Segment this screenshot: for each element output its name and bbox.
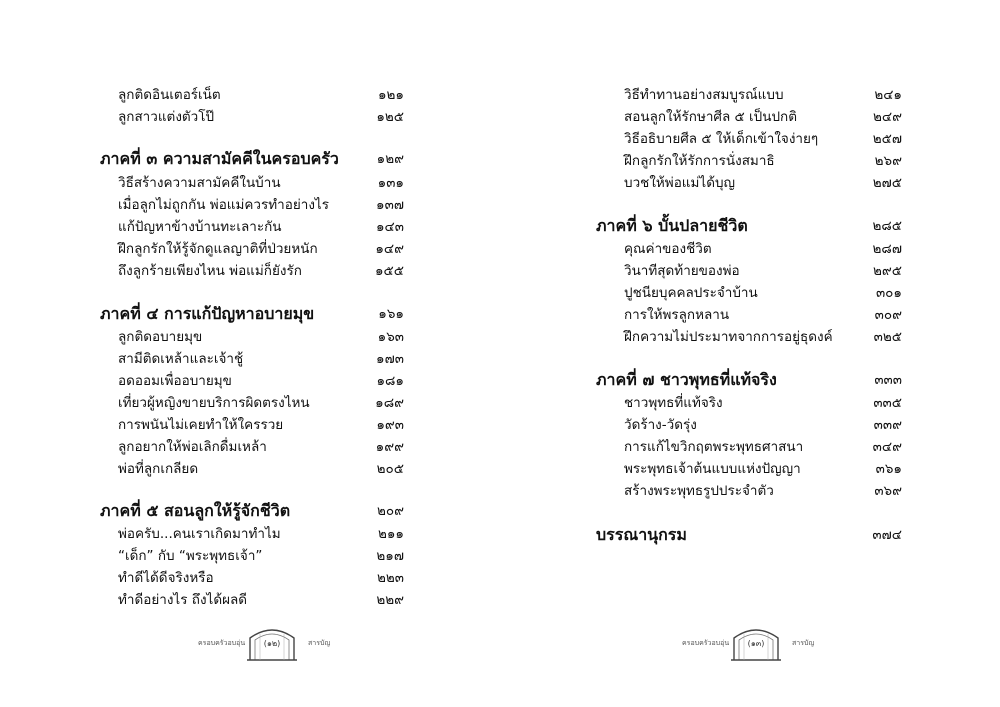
toc-page-number: ๓๐๙ — [874, 307, 902, 323]
toc-title: การพนันไม่เคยทำให้ใครรวย — [118, 417, 284, 433]
toc-entry[interactable] — [118, 414, 404, 436]
toc-page-number: ๑๘๙ — [375, 395, 404, 411]
toc-entry[interactable] — [624, 84, 902, 106]
toc-entry[interactable] — [118, 238, 404, 260]
toc-entry[interactable] — [624, 172, 902, 194]
toc-title: ฝึกความไม่ประมาทจากการอยู่ธุดงค์ — [624, 329, 833, 345]
toc-entry[interactable] — [624, 282, 902, 304]
toc-entry[interactable] — [118, 567, 404, 589]
toc-section-title: ภาคที่ ๓ ความสามัคคีในครอบครัว — [100, 149, 339, 168]
toc-title: ฝึกลูกรักให้รักการนั่งสมาธิ — [624, 153, 775, 169]
toc-title: สอนลูกให้รักษาศีล ๕ เป็นปกติ — [624, 109, 797, 125]
toc-page-number: ๑๖๓ — [377, 329, 404, 345]
toc-page-number: ๒๑๗ — [376, 548, 404, 564]
toc-page-number: ๑๒๑ — [377, 87, 404, 103]
toc-entry[interactable] — [624, 414, 902, 436]
toc-title: การให้พรลูกหลาน — [624, 307, 730, 323]
toc-page-number: ๓๖๙ — [874, 483, 902, 499]
toc-page-number: ๒๙๕ — [872, 263, 902, 279]
toc-page-number: ๓๓๓ — [874, 372, 902, 388]
toc-page-number: ๑๘๑ — [376, 373, 404, 389]
toc-page-number: ๒๘๕ — [872, 218, 902, 234]
toc-title: ทำดีอย่างไร ถึงได้ผลดี — [118, 592, 248, 608]
toc-entry[interactable] — [118, 523, 404, 545]
toc-page-number: ๑๔๙ — [375, 241, 404, 257]
toc-section-title: บรรณานุกรม — [596, 525, 687, 544]
toc-page-number: ๑๕๕ — [374, 263, 404, 279]
footer-page-number: (๑๒) — [263, 639, 281, 648]
toc-title: สามีติดเหล้าและเจ้าชู้ — [118, 351, 244, 367]
toc-section-heading[interactable] — [100, 148, 404, 170]
toc-entry[interactable] — [118, 326, 404, 348]
toc-page-number: ๒๕๗ — [872, 131, 902, 147]
toc-entry[interactable] — [118, 458, 404, 480]
toc-page-number: ๑๒๙ — [376, 151, 404, 167]
footer-book-title: ครอบครัวอบอุ่น — [198, 639, 246, 647]
toc-page-number: ๒๖๙ — [874, 153, 902, 169]
right-page — [500, 0, 1000, 707]
toc-title: พ่อที่ลูกเกลียด — [118, 461, 199, 477]
toc-entry[interactable] — [624, 150, 902, 172]
toc-title: ลูกติดอบายมุข — [118, 329, 203, 345]
toc-page-number: ๑๗๓ — [376, 351, 404, 367]
toc-title: ลูกอยากให้พ่อเลิกดื่มเหล้า — [118, 439, 267, 455]
toc-title: เที่ยวผู้หญิงขายบริการผิดตรงไหน — [118, 395, 310, 411]
toc-title: ถึงลูกร้ายเพียงไหน พ่อแม่ก็ยังรัก — [118, 263, 302, 279]
toc-page-number: ๓๒๕ — [873, 329, 902, 345]
toc-title: ลูกติดอินเตอร์เน็ต — [118, 87, 221, 103]
toc-title: บวชให้พ่อแม่ได้บุญ — [624, 175, 736, 191]
toc-page-number: ๒๒๙ — [376, 592, 404, 608]
toc-title: คุณค่าของชีวิต — [624, 241, 712, 257]
toc-page-number: ๒๐๕ — [376, 461, 404, 477]
toc-entry[interactable] — [624, 106, 902, 128]
toc-entry[interactable] — [118, 260, 404, 282]
toc-title: ฝึกลูกรักให้รู้จักดูแลญาติที่ป่วยหนัก — [118, 241, 318, 257]
toc-entry[interactable] — [624, 458, 902, 480]
toc-page-number: ๒๔๑ — [874, 87, 902, 103]
toc-entry[interactable] — [118, 589, 404, 611]
toc-title: พ่อครับ...คนเราเกิดมาทำไม — [118, 526, 281, 542]
toc-page-number: ๓๓๙ — [873, 417, 902, 433]
toc-entry[interactable] — [624, 260, 902, 282]
toc-section-title: ภาคที่ ๔ การแก้ปัญหาอบายมุข — [100, 304, 315, 323]
toc-title: สร้างพระพุทธรูปประจำตัว — [624, 483, 774, 499]
toc-entry[interactable] — [118, 436, 404, 458]
toc-page-number: ๒๒๓ — [376, 570, 404, 586]
toc-entry[interactable] — [624, 326, 902, 348]
toc-title: แก้ปัญหาข้างบ้านทะเลาะกัน — [118, 219, 282, 235]
toc-title: อดออมเพื่ออบายมุข — [118, 373, 232, 389]
toc-entry[interactable] — [118, 106, 404, 128]
toc-title: วิธีทำทานอย่างสมบูรณ์แบบ — [624, 87, 784, 103]
page-footer — [198, 624, 358, 664]
toc-page-number: ๑๓๗ — [376, 197, 404, 213]
page-footer — [682, 624, 842, 664]
toc-title: ลูกสาวแต่งตัวโป๊ — [118, 109, 215, 125]
toc-entry[interactable] — [624, 436, 902, 458]
toc-page-number: ๑๒๕ — [376, 109, 404, 125]
toc-entry[interactable] — [624, 480, 902, 502]
footer-chapter: สารบัญ — [792, 639, 815, 647]
toc-page-number: ๓๐๑ — [875, 285, 902, 301]
toc-title: ทำดีได้ดีจริงหรือ — [118, 570, 214, 586]
toc-page-number: ๑๓๑ — [377, 175, 404, 191]
toc-page-number: ๑๙๓ — [376, 417, 404, 433]
toc-title: ปูชนียบุคคลประจำบ้าน — [624, 285, 758, 301]
toc-section-heading[interactable] — [100, 303, 404, 325]
toc-entry[interactable] — [118, 545, 404, 567]
toc-title: พระพุทธเจ้าต้นแบบแห่งปัญญา — [624, 461, 801, 477]
toc-page-number: ๒๔๙ — [872, 109, 902, 125]
toc-entry[interactable] — [118, 370, 404, 392]
toc-title: วัดร้าง-วัดรุ่ง — [624, 417, 697, 433]
toc-page-number: ๓๖๑ — [875, 461, 902, 477]
toc-title: วิธีอธิบายศีล ๕ ให้เด็กเข้าใจง่ายๆ — [624, 131, 819, 147]
toc-page-number: ๒๑๑ — [377, 526, 404, 542]
toc-entry[interactable] — [624, 392, 902, 414]
toc-section-title: ภาคที่ ๕ สอนลูกให้รู้จักชีวิต — [100, 501, 291, 520]
toc-section-title: ภาคที่ ๖ บั้นปลายชีวิต — [596, 216, 748, 235]
toc-page-number: ๓๓๕ — [873, 395, 902, 411]
toc-page-number: ๓๗๔ — [872, 527, 902, 543]
toc-title: “เด็ก” กับ “พระพุทธเจ้า” — [118, 548, 263, 564]
toc-entry[interactable] — [118, 392, 404, 414]
toc-page-number: ๒๘๗ — [872, 241, 902, 257]
toc-page-number: ๑๙๙ — [375, 439, 404, 455]
toc-page-number: ๓๔๙ — [872, 439, 902, 455]
toc-page-number: ๒๗๕ — [872, 175, 902, 191]
toc-title: ชาวพุทธที่แท้จริง — [624, 395, 723, 411]
toc-section-heading[interactable] — [596, 215, 902, 237]
toc-title: เมื่อลูกไม่ถูกกัน พ่อแม่ควรทำอย่างไร — [118, 197, 329, 213]
toc-entry[interactable] — [624, 128, 902, 150]
toc-title: วินาทีสุดท้ายของพ่อ — [624, 263, 740, 279]
toc-entry[interactable] — [118, 348, 404, 370]
footer-page-number: (๑๓) — [747, 639, 765, 648]
toc-section-heading[interactable] — [596, 524, 902, 546]
toc-entry[interactable] — [624, 238, 902, 260]
toc-entry[interactable] — [118, 194, 404, 216]
toc-page-number: ๑๖๑ — [378, 306, 404, 322]
toc-title: การแก้ไขวิกฤตพระพุทธศาสนา — [624, 439, 804, 455]
toc-section-heading[interactable] — [100, 500, 404, 522]
toc-entry[interactable] — [118, 172, 404, 194]
footer-chapter: สารบัญ — [308, 639, 331, 647]
toc-section-heading[interactable] — [596, 369, 902, 391]
toc-entry[interactable] — [118, 84, 404, 106]
toc-section-title: ภาคที่ ๗ ชาวพุทธที่แท้จริง — [596, 370, 777, 389]
footer-book-title: ครอบครัวอบอุ่น — [682, 639, 730, 647]
toc-entry[interactable] — [624, 304, 902, 326]
toc-page-number: ๑๔๓ — [375, 219, 404, 235]
toc-page-number: ๒๐๙ — [376, 503, 404, 519]
toc-title: วิธีสร้างความสามัคคีในบ้าน — [118, 175, 281, 191]
toc-entry[interactable] — [118, 216, 404, 238]
